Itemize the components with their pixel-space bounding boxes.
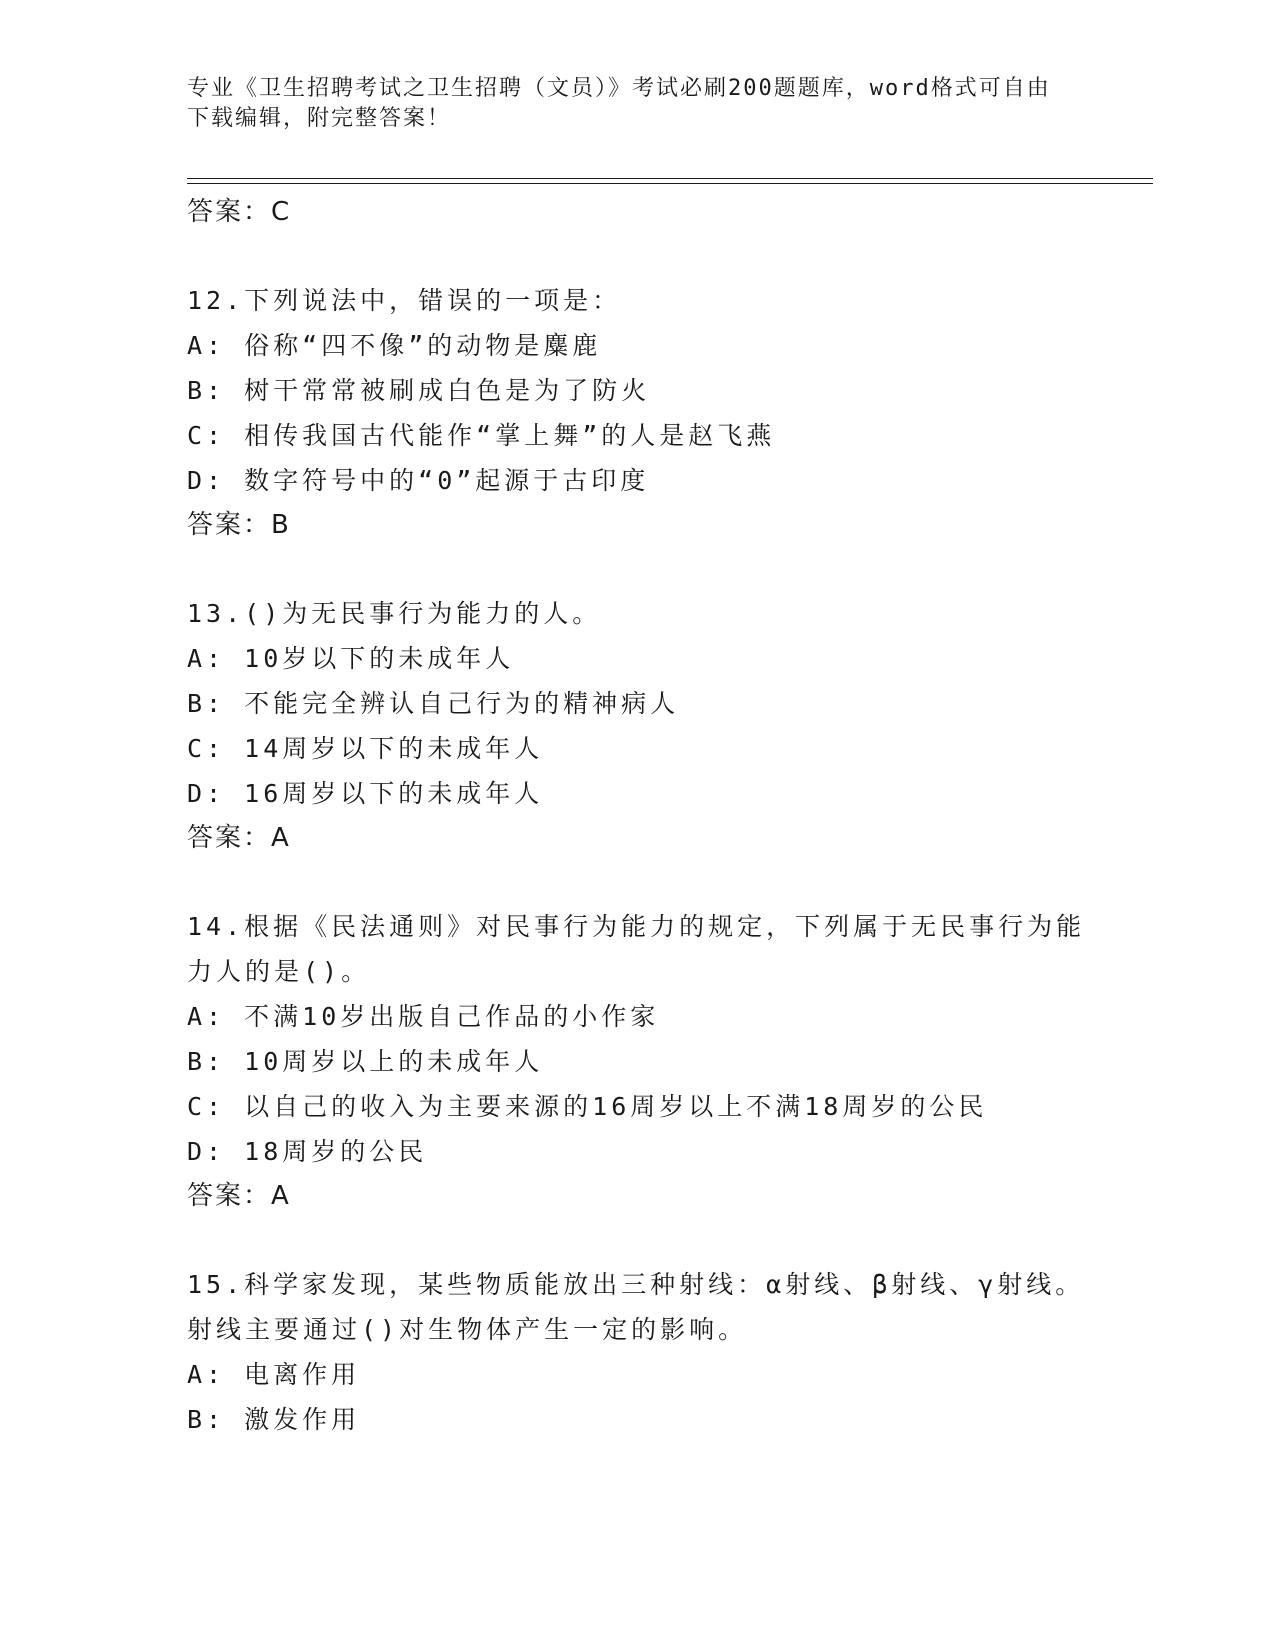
option-b: B: 树干常常被刷成白色是为了防火	[187, 376, 651, 405]
answer: 答案：A	[187, 823, 291, 853]
question-text: 14.根据《民法通则》对民事行为能力的规定，下列属于无民事行为能力人的是()。	[187, 912, 1086, 986]
question-text: 13.()为无民事行为能力的人。	[187, 599, 602, 628]
option-d: D: 18周岁的公民	[187, 1137, 428, 1166]
option-a: A: 俗称“四不像”的动物是麋鹿	[187, 331, 602, 360]
option-c: C: 以自己的收入为主要来源的16周岁以上不满18周岁的公民	[187, 1092, 988, 1121]
header-divider-bottom	[187, 183, 1153, 184]
option-a: A: 10岁以下的未成年人	[187, 644, 515, 673]
option-b: B: 不能完全辨认自己行为的精神病人	[187, 689, 680, 718]
option-b: B: 激发作用	[187, 1405, 361, 1434]
option-a: A: 电离作用	[187, 1360, 361, 1389]
option-d: D: 16周岁以下的未成年人	[187, 779, 544, 808]
option-d: D: 数字符号中的“0”起源于古印度	[187, 466, 650, 495]
question-12	[187, 278, 1087, 548]
question-15	[187, 1262, 1087, 1442]
question-14	[187, 904, 1087, 1219]
document-header: 专业《卫生招聘考试之卫生招聘（文员）》考试必刷200题题库，word格式可自由下载编辑，附完整答案！	[187, 76, 1051, 131]
option-a: A: 不满10岁出版自己作品的小作家	[187, 1002, 660, 1031]
question-text: 12.下列说法中，错误的一项是：	[187, 286, 622, 315]
header-divider-top	[187, 178, 1153, 179]
question-13	[187, 591, 1087, 861]
option-b: B: 10周岁以上的未成年人	[187, 1047, 544, 1076]
answer-prev: 答案：C	[187, 197, 292, 227]
question-text: 15.科学家发现，某些物质能放出三种射线：α射线、β射线、γ射线。射线主要通过()对生物体产生一定的影响。	[187, 1270, 1085, 1344]
option-c: C: 14周岁以下的未成年人	[187, 734, 544, 763]
option-c: C: 相传我国古代能作“掌上舞”的人是赵飞燕	[187, 421, 776, 450]
question-list	[187, 190, 1087, 1442]
answer: 答案：B	[187, 510, 291, 540]
answer: 答案：A	[187, 1181, 291, 1211]
